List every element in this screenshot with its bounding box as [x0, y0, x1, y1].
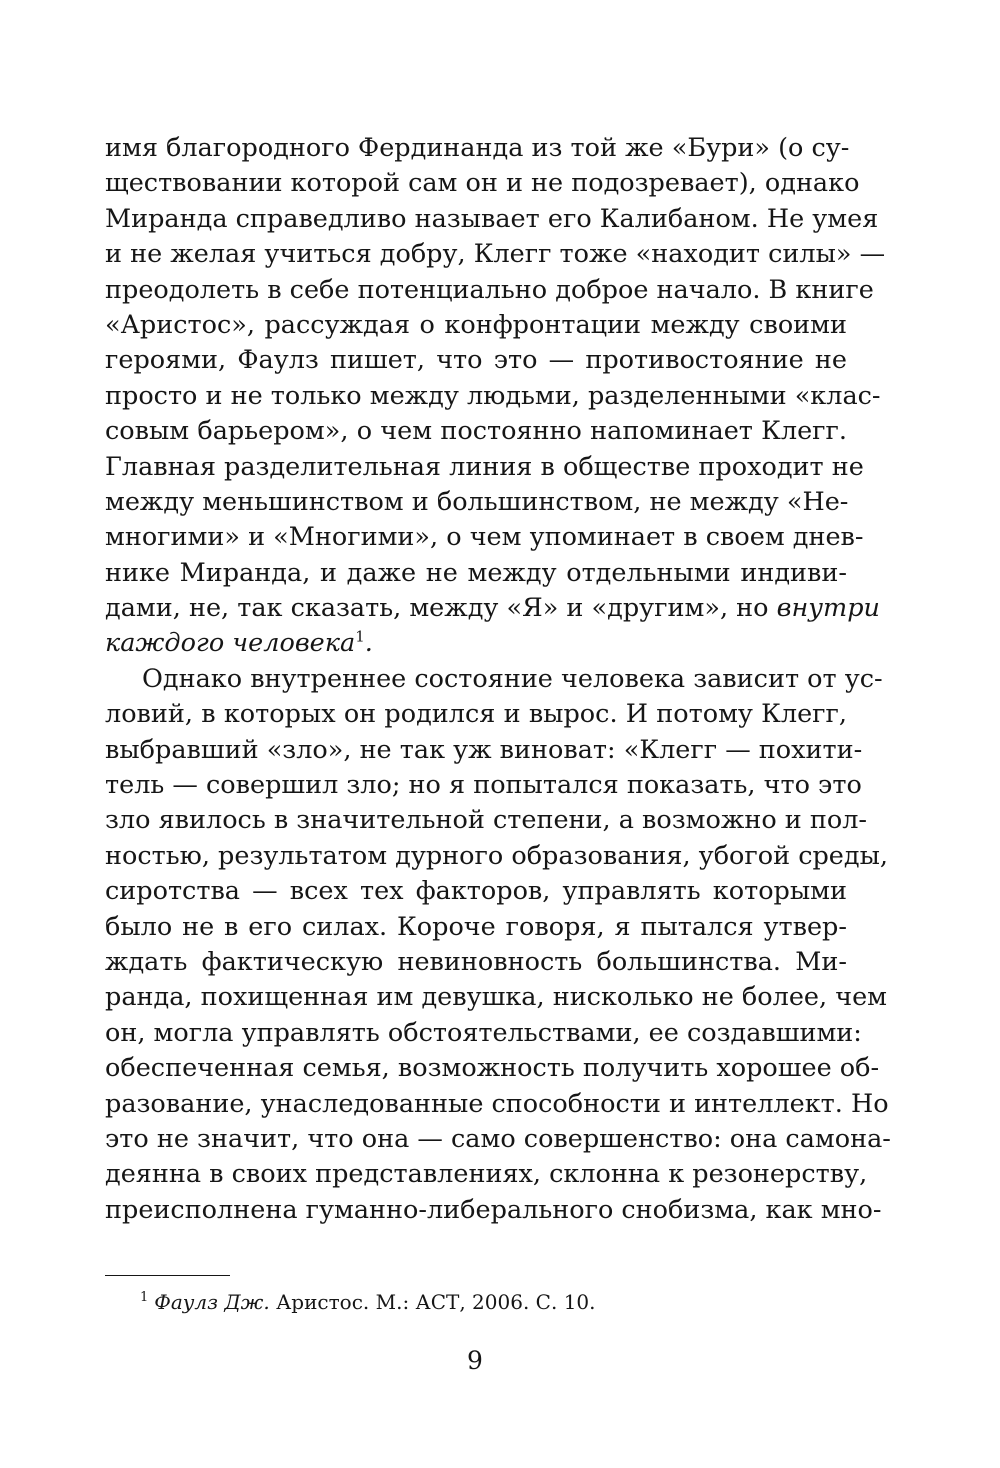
text-line: разование, унаследованные способности и интеллект. Но: [105, 1088, 889, 1119]
body-text: [105, 131, 891, 1228]
text-line: ществовании которой сам он и не подозревает), однако: [105, 168, 860, 199]
page-number: 9: [467, 1346, 483, 1375]
text-line: преодолеть в себе потенциально доброе начало. В книге: [105, 274, 874, 305]
footnote-text: Аристос. М.: АСТ, 2006. С. 10.: [269, 1290, 596, 1314]
footnote: [140, 1287, 596, 1317]
text-line: выбравший «зло», не так уж виноват: «Клегг — похити-: [105, 734, 863, 765]
text-line: имя благородного Фердинанда из той же «Бури» (о су-: [105, 133, 850, 163]
footnote-author: Фаулз Дж.: [154, 1290, 270, 1314]
text-line: нике Миранда, и даже не между отдельными индиви-: [105, 557, 847, 588]
text-line: «Аристос», рассуждая о конфронтации между своими: [105, 309, 847, 340]
text-line: деянна в своих представлениях, склонна к резонерству,: [105, 1159, 868, 1190]
text-line: Главная разделительная линия в обществе проходит не: [105, 451, 864, 482]
text-line: ждать фактическую невиновность большинства. Ми-: [105, 946, 847, 977]
text-segment: дами, не, так сказать, между «Я» и «другим», но: [105, 593, 777, 624]
footnote-divider: [105, 1275, 230, 1276]
text-line: между меньшинством и большинством, не между «Не-: [105, 486, 849, 517]
text-line: он, могла управлять обстоятельствами, ее создавшими:: [105, 1017, 862, 1048]
text-line: просто и не только между людьми, разделенными «клас-: [105, 380, 881, 411]
text-line: сиротства — всех тех факторов, управлять которыми: [105, 876, 847, 907]
text-line: ловий, в которых он родился и вырос. И потому Клегг,: [105, 699, 847, 730]
text-line: преисполнена гуманно-либерального снобизма, как мно-: [105, 1194, 882, 1225]
italic-text: каждого человека: [105, 628, 356, 659]
text-line: героями, Фаулз пишет, что это — противостояние не: [105, 345, 847, 376]
text-line: Миранда справедливо называет его Калибаном. Не умея: [105, 203, 879, 234]
footnote-reference[interactable]: 1: [355, 627, 365, 646]
text-line: обеспеченная семья, возможность получить хорошее об-: [105, 1053, 880, 1084]
text-line: совым барьером», о чем постоянно напоминает Клегг.: [105, 416, 847, 447]
text-line: [105, 626, 847, 661]
text-line: это не значит, что она — само совершенство: она самона-: [105, 1123, 891, 1154]
text-line: [105, 591, 880, 626]
text-line: многими» и «Многими», о чем упоминает в своем днев-: [105, 522, 864, 553]
italic-text: внутри: [776, 593, 880, 624]
text-line: и не желая учиться добру, Клегг тоже «находит силы» —: [105, 239, 886, 270]
text-line: ностью, результатом дурного образования, убогой среды,: [105, 840, 889, 871]
text-line: тель — совершил зло; но я попытался показать, что это: [105, 770, 862, 801]
text-line: зло явилось в значительной степени, а возможно и пол-: [105, 805, 868, 836]
text-segment: .: [364, 628, 373, 659]
text-line: было не в его силах. Короче говоря, я пытался утвер-: [105, 911, 847, 942]
paragraph-first-line: Однако внутреннее состояние человека зависит от ус-: [142, 663, 883, 694]
footnote-mark: 1: [140, 1290, 149, 1306]
text-line: ранда, похищенная им девушка, нисколько не более, чем: [105, 982, 888, 1013]
